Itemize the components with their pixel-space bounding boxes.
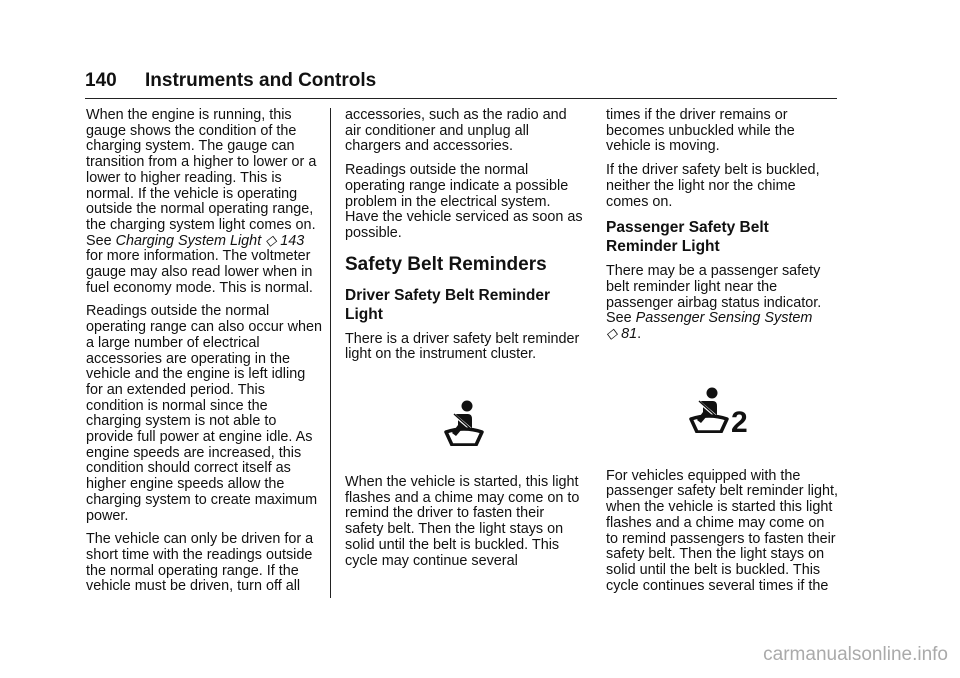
- column-3: [606, 108, 838, 602]
- paragraph: Readings outside the normal operating range indicate a possible problem in the electrical system. Have the vehicle serviced as soon as possible.: [345, 162, 583, 241]
- paragraph: For vehicles equipped with the passenger safety belt reminder light, when the vehicle is started this light flashes and a chime may come on to remind passengers to fasten their safety belt. Then the light stays on solid until the belt is buckled. This cycle continues several times if the: [606, 467, 838, 594]
- paragraph: The vehicle can only be driven for a short time with the readings outside the normal operating range. If the vehicle must be driven, turn off all: [86, 531, 314, 595]
- column-2: [345, 108, 583, 577]
- heading-passenger-safety-belt: Passenger Safety Belt Reminder Light: [606, 219, 769, 256]
- seatbelt-icon: [442, 400, 486, 446]
- page-header: [85, 70, 837, 100]
- column-1: [86, 108, 322, 603]
- paragraph: Readings outside the normal operating range can also occur when a large number of electrical accessories are operating in the vehicle and the engine is left idling for an extended period. This condition is normal since the charging system is not able to provide full power at engine idle. As engine speeds are increased, this condition should correct itself as higher engine speeds allow the charging system to create maximum power.: [86, 303, 322, 524]
- watermark: carmanualsonline.info: [763, 644, 948, 665]
- paragraph: There may be a passenger safety belt reminder light near the passenger airbag status indicator. See Passenger Sensing System ◇ 81.: [606, 263, 822, 343]
- heading-driver-safety-belt: Driver Safety Belt Reminder Light: [345, 286, 551, 323]
- section-title: Instruments and Controls: [145, 70, 377, 91]
- heading-safety-belt-reminders: Safety Belt Reminders: [345, 253, 547, 275]
- page-number: 140: [85, 70, 117, 91]
- seatbelt-passenger-icon: [687, 387, 757, 433]
- cross-reference-link[interactable]: Charging System Light ◇ 143: [115, 232, 305, 249]
- paragraph: There is a driver safety belt reminder light on the instrument cluster.: [345, 330, 580, 363]
- header-rule: [85, 98, 837, 99]
- driver-icon-container: [345, 371, 583, 475]
- passenger-icon-container: [606, 351, 838, 469]
- cross-reference-link[interactable]: Passenger Sensing System ◇ 81: [606, 310, 813, 343]
- paragraph: accessories, such as the radio and air conditioner and unplug all chargers and accessories.: [345, 107, 567, 155]
- paragraph: When the engine is running, this gauge shows the condition of the charging system. The gauge can transition from a higher to lower or a lower to higher reading. This is normal. If the vehicle is operating outside the normal operating range, the charging system light comes on. See Charging System Light ◇ 143 for more information. The voltmeter gauge may also read lower when in fuel economy mode. This is normal.: [86, 107, 317, 296]
- column-divider: [330, 108, 331, 598]
- passenger-number: 2: [731, 405, 748, 433]
- paragraph: When the vehicle is started, this light flashes and a chime may come on to remind the driver to fasten their safety belt. Then the light stays on solid until the belt is buckled. This cycle may continue several: [345, 474, 580, 569]
- paragraph: If the driver safety belt is buckled, neither the light nor the chime comes on.: [606, 162, 820, 210]
- paragraph: times if the driver remains or becomes unbuckled while the vehicle is moving.: [606, 107, 795, 155]
- page-reference-icon: ◇: [265, 232, 277, 249]
- page-reference-icon: ◇: [606, 326, 618, 343]
